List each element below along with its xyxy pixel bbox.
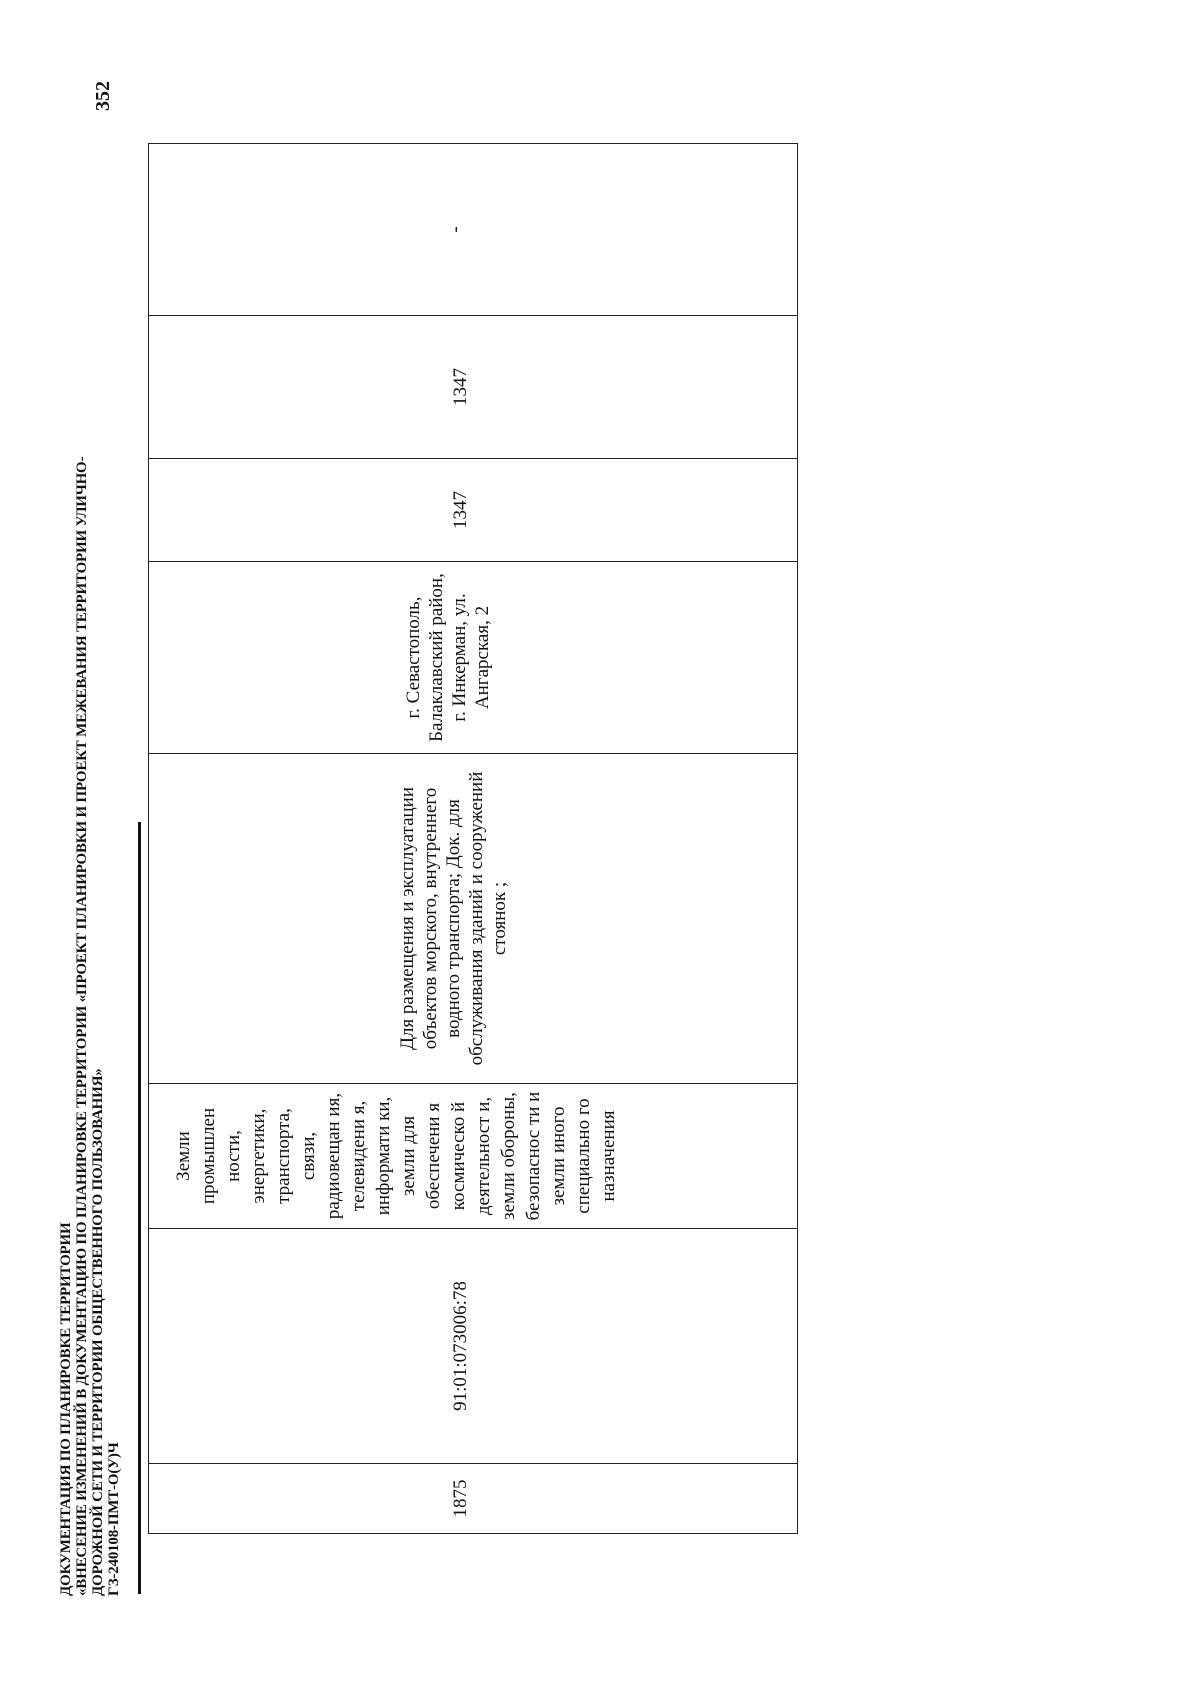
- parcel-number: 1875: [450, 1479, 471, 1518]
- cell-cadastral: [149, 1229, 798, 1464]
- cell-address: [149, 562, 798, 754]
- table-row: [149, 144, 798, 1534]
- cell-area-a: [149, 459, 798, 562]
- cell-note: [149, 144, 798, 316]
- page-number: 352: [92, 81, 114, 111]
- cell-use: [149, 754, 798, 1084]
- header-line-1: ДОКУМЕНТАЦИЯ ПО ПЛАНИРОВКЕ ТЕРРИТОРИИ: [58, 1222, 74, 1596]
- document-header: [58, 457, 122, 1596]
- note: -: [445, 226, 466, 233]
- cell-area-b: [149, 316, 798, 459]
- land-category: Земли промышлен ности, энергетики, транспорта, связи, радиовещан ия, телевидени я, информати ки, земли для обеспечени я космическо й деятельност и, земли обороны, безопаснос ти и земли иного специально го назначения: [173, 1091, 619, 1221]
- cell-category: [149, 1084, 798, 1229]
- area-a: 1347: [450, 491, 471, 529]
- address: г. Севастополь, Балаклавский район, г. Инкерман, ул. Ангарская, 2: [403, 573, 493, 742]
- area-b: 1347: [450, 368, 471, 406]
- header-line-3: ДОРОЖНОЙ СЕТИ И ТЕРРИТОРИИ ОБЩЕСТВЕННОГО ПОЛЬЗОВАНИЯ»: [90, 1068, 106, 1596]
- cell-number: [149, 1464, 798, 1534]
- header-line-2: «ВНЕСЕНИЕ ИЗМЕНЕНИЙ В ДОКУМЕНТАЦИЮ ПО ПЛАНИРОВКЕ ТЕРРИТОРИИ «ПРОЕКТ ПЛАНИРОВКИ И ПРОЕКТ МЕЖЕВАНИЯ ТЕРРИТОРИИ УЛИЧНО-: [74, 456, 90, 1596]
- cadastral-number: 91:01:073006:78: [450, 1281, 471, 1411]
- permitted-use: Для размещения и эксплуатации объектов морского, внутреннего водного транспорта; Док. для обслуживания зданий и сооружений стоянок ;: [397, 771, 510, 1066]
- header-divider: [138, 822, 141, 1594]
- header-line-4: ГЗ-240108-ПМТ-О(У)Ч: [106, 1442, 122, 1596]
- parcel-table: [148, 143, 798, 1534]
